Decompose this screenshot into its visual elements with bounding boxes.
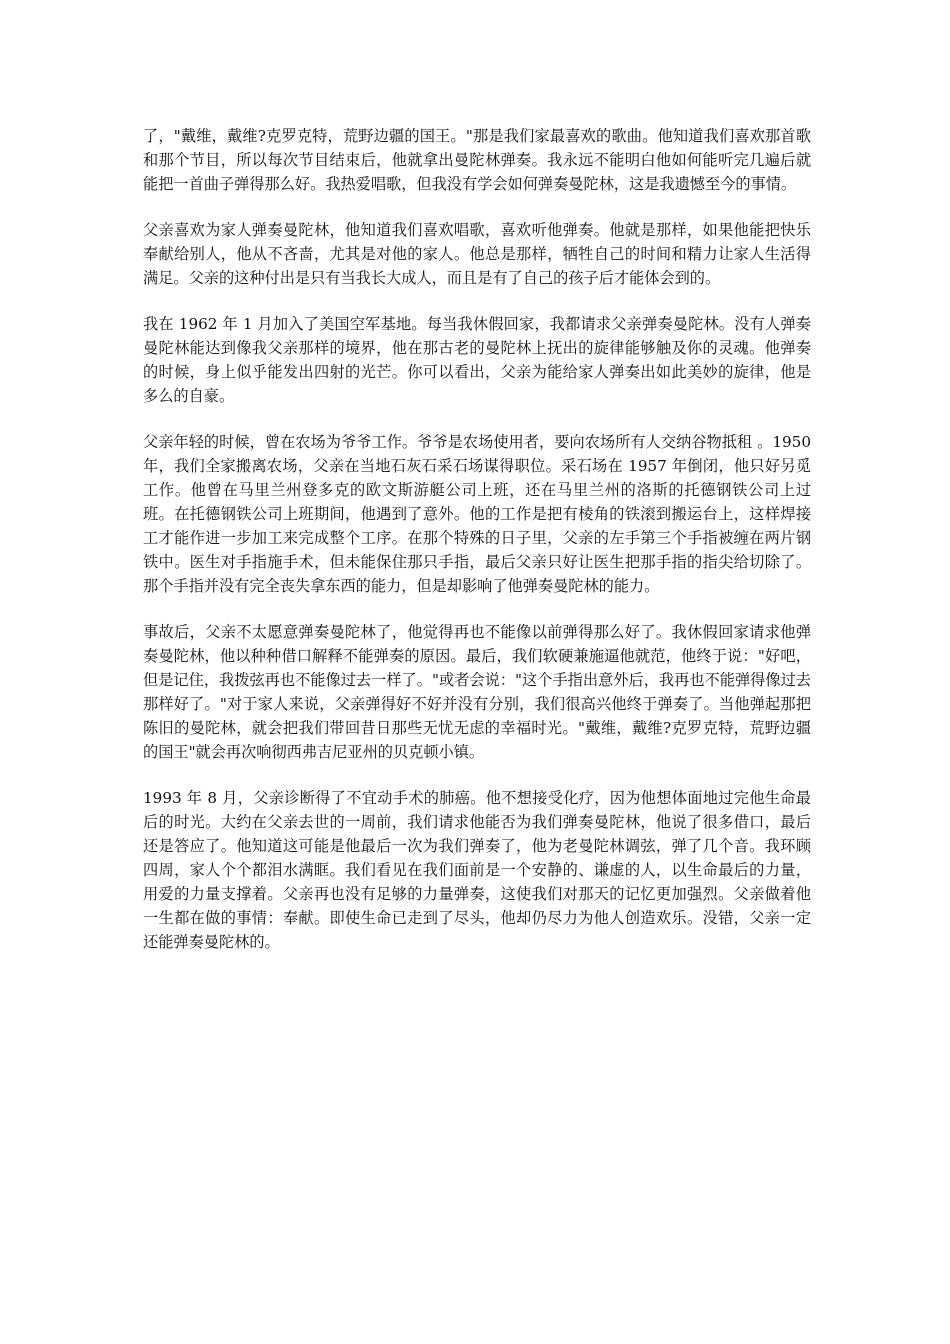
paragraph-4: 父亲年轻的时候，曾在农场为爷爷工作。爷爷是农场使用者，要向农场所有人交纳谷物抵租 。1950 年，我们全家搬离农场，父亲在当地石灰石采石场谋得职位。采石场在 1957 年倒闭，他只好另觅工作。他曾在马里兰州登多克的欧文斯游艇公司上班，还在马里兰州的洛斯的托德钢铁公司上过班。在托德钢铁公司上班期间，他遇到了意外。他的工作是把有棱角的铁滚到搬运台上，这样焊接工才能作进一步加工来完成整个工序。在那个特殊的日子里，父亲的左手第三个手指被缠在两片钢铁中。医生对手指施手术，但未能保住那只手指，最后父亲只好让医生把那手指的指尖给切除了。那个手指并没有完全丧失拿东西的能力，但是却影响了他弹奏曼陀林的能力。 [143, 433, 811, 595]
paragraph-3: 我在 1962 年 1 月加入了美国空军基地。每当我休假回家，我都请求父亲弹奏曼陀林。没有人弹奏曼陀林能达到像我父亲那样的境界，他在那古老的曼陀林上抚出的旋律能够触及你的灵魂。他弹奏的时候，身上似乎能发出四射的光芒。你可以看出，父亲为能给家人弹奏出如此美妙的旋律，他是多么的自豪。 [143, 315, 811, 405]
paragraph-1: 了，"戴维，戴维?克罗克特，荒野边疆的国王。"那是我们家最喜欢的歌曲。他知道我们喜欢那首歌和那个节目，所以每次节目结束后，他就拿出曼陀林弹奏。我永远不能明白他如何能听完几遍后就能把一首曲子弹得那么好。我热爱唱歌，但我没有学会如何弹奏曼陀林，这是我遗憾至今的事情。 [143, 127, 811, 193]
paragraph-5: 事故后，父亲不太愿意弹奏曼陀林了，他觉得再也不能像以前弹得那么好了。我休假回家请求他弹奏曼陀林，他以种种借口解释不能弹奏的原因。最后，我们软硬兼施逼他就范，他终于说："好吧，但是记住，我拨弦再也不能像过去一样了。"或者会说："这个手指出意外后，我再也不能弹得像过去那样好了。"对于家人来说，父亲弹得好不好并没有分别，我们很高兴他终于弹奏了。当他弹起那把陈旧的曼陀林，就会把我们带回昔日那些无忧无虑的幸福时光。"戴维，戴维?克罗克特，荒野边疆的国王"就会再次响彻西弗吉尼亚州的贝克顿小镇。 [143, 623, 811, 761]
paragraph-2: 父亲喜欢为家人弹奏曼陀林，他知道我们喜欢唱歌，喜欢听他弹奏。他就是那样，如果他能把快乐奉献给别人，他从不吝啬，尤其是对他的家人。他总是那样，牺牲自己的时间和精力让家人生活得满足。父亲的这种付出是只有当我长大成人，而且是有了自己的孩子后才能体会到的。 [143, 221, 811, 287]
paragraph-6: 1993 年 8 月，父亲诊断得了不宜动手术的肺癌。他不想接受化疗，因为他想体面地过完他生命最后的时光。大约在父亲去世的一周前，我们请求他能否为我们弹奏曼陀林，他说了很多借口，最后还是答应了。他知道这可能是他最后一次为我们弹奏了，他为老曼陀林调弦，弹了几个音。我环顾四周，家人个个都泪水满眶。我们看见在我们面前是一个安静的、谦虚的人，以生命最后的力量，用爱的力量支撑着。父亲再也没有足够的力量弹奏，这使我们对那天的记忆更加强烈。父亲做着他一生都在做的事情：奉献。即使生命已走到了尽头，他却仍尽力为他人创造欢乐。没错，父亲一定还能弹奏曼陀林的。 [143, 789, 811, 951]
document-body [143, 124, 811, 976]
